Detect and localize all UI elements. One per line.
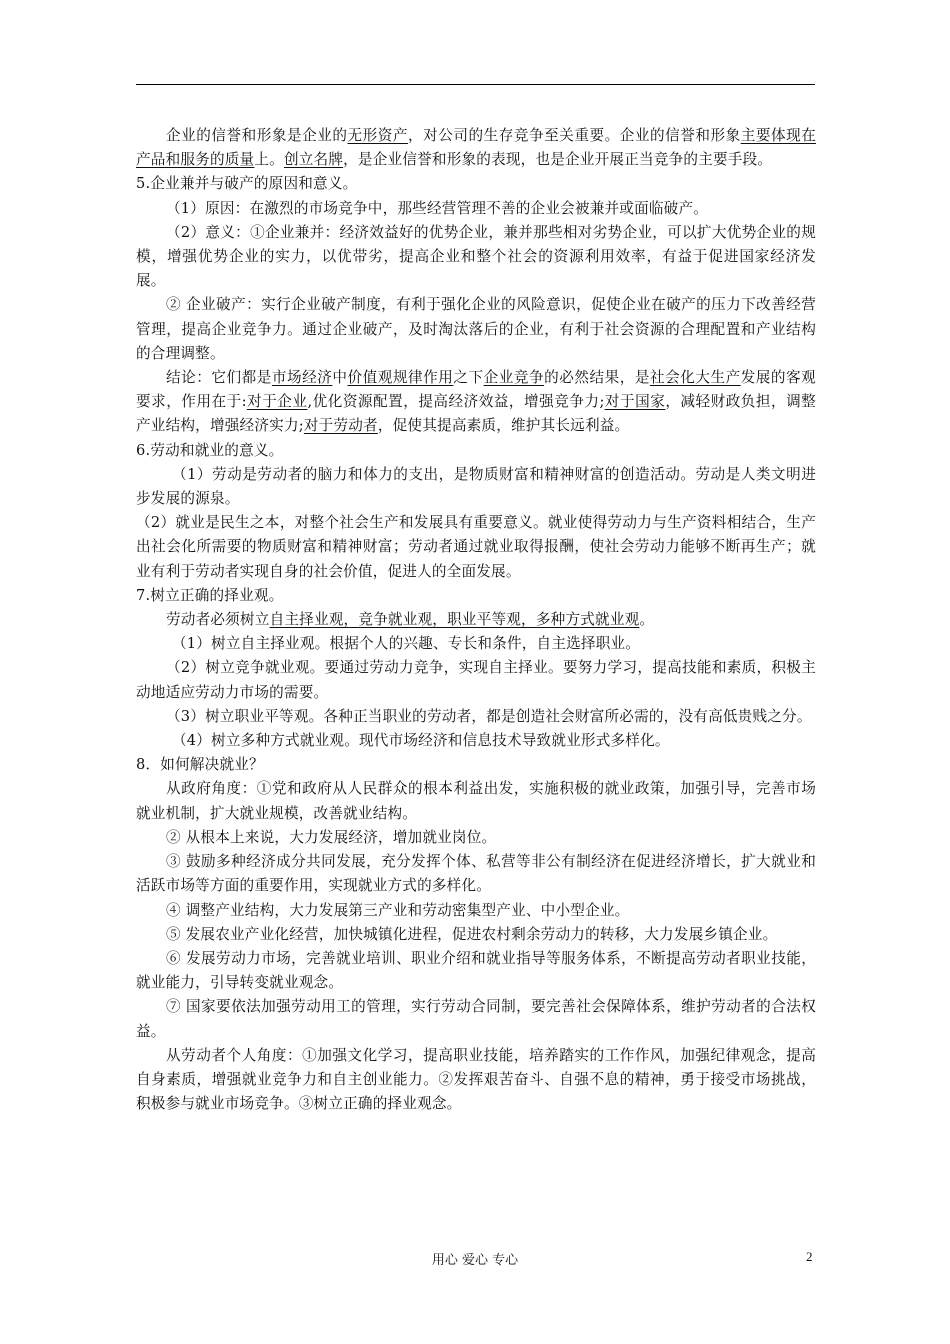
text-run: ，是企业信誉和形象的表现，也是企业开展正当竞争的主要手段。 xyxy=(343,151,773,169)
paragraph-8-4: ④ 调整产业结构，大力发展第三产业和劳动密集型产业、中小型企业。 xyxy=(166,901,630,919)
paragraph-8-6: ⑥ 发展劳动力市场，完善就业培训、职业介绍和就业指导等服务体系，不断提高劳动者职业技能，就业能力，引导转变就业观念。 xyxy=(136,949,816,992)
header-rule xyxy=(136,84,815,85)
paragraph-8-3: ③ 鼓励多种经济成分共同发展，充分发挥个体、私营等非公有制经济在促进经济增长，扩大就业和活跃市场等方面的重要作用，实现就业方式的多样化。 xyxy=(136,853,816,895)
paragraph-7-4: （4）树立多种方式就业观。现代市场经济和信息技术导致就业形式多样化。 xyxy=(172,732,670,750)
paragraph-6-2: （2）就业是民生之本，对整个社会生产和发展具有重要意义。就业使得劳动力与生产资料相结合，生产出社会化所需要的物质财富和精神财富；劳动者通过就业取得报酬，使社会劳动力能够不断再生产；就业有利于劳动者实现自身的社会价值，促进人的全面发展。 xyxy=(136,514,816,580)
underlined-term: 企业竞争 xyxy=(483,369,545,387)
paragraph-8-5: ⑤ 发展农业产业化经营，加快城镇化进程，促进农村剩余劳动力的转移，大力发展乡镇企业。 xyxy=(166,925,778,943)
section-heading-6: 6.劳动和就业的意义。 xyxy=(136,441,284,459)
paragraph-8-8: 从劳动者个人角度：①加强文化学习，提高职业技能，培养踏实的工作作风，加强纪律观念，提高自身素质，增强就业竞争力和自主创业能力。②发挥艰苦奋斗、自强不息的精神，勇于接受市场挑战，积极参与就业市场竞争。③树立正确的择业观念。 xyxy=(136,1046,816,1113)
underlined-term: 价值观规律作用 xyxy=(347,369,454,387)
paragraph-7-3: （3）树立职业平等观。各种正当职业的劳动者，都是创造社会财富所必需的，没有高低贵贱之分。 xyxy=(166,707,812,725)
paragraph-brand-image xyxy=(136,124,816,172)
document-body xyxy=(136,124,816,1116)
section-heading-5: 5.企业兼并与破产的原因和意义。 xyxy=(136,175,358,193)
paragraph-6-1: （1）劳动是劳动者的脑力和体力的支出，是物质财富和精神财富的创造活动。劳动是人类文明进步发展的源泉。 xyxy=(136,465,816,508)
footer-text: 用心 爱心 专心 xyxy=(431,1253,519,1268)
text-run: 。 xyxy=(639,611,655,629)
underlined-term: 对于企业 xyxy=(246,393,308,411)
paragraph-5-1: （1）原因：在激烈的市场竞争中，那些经营管理不善的企业会被兼并或面临破产。 xyxy=(166,199,709,217)
text-run: 的必然结果，是 xyxy=(544,369,650,387)
paragraph-8-2: ② 从根本上来说，大力发展经济，增加就业岗位。 xyxy=(166,828,497,846)
text-run: ，促使其提高素质，维护其长远利益。 xyxy=(377,417,630,435)
paragraph-7-intro xyxy=(136,608,816,632)
underlined-term: 市场经济 xyxy=(271,369,333,387)
underlined-term: 主要体现在产品和服务的质量 xyxy=(136,127,816,169)
section-heading-8: 8．如何解决就业？ xyxy=(136,756,264,774)
underlined-term: 对于国家 xyxy=(604,393,666,411)
page-number: 2 xyxy=(806,1249,813,1264)
paragraph-8-1: 从政府角度：①党和政府从人民群众的根本利益出发，实施积极的就业政策，加强引导，完善市场就业机制，扩大就业规模，改善就业结构。 xyxy=(136,780,816,822)
underlined-term: 对于劳动者 xyxy=(303,417,378,435)
section-heading-7: 7.树立正确的择业观。 xyxy=(136,586,284,604)
underlined-term: 创立名牌 xyxy=(283,151,344,169)
paragraph-8-7: ⑦ 国家要依法加强劳动用工的管理，实行劳动合同制，要完善社会保障体系，维护劳动者的合法权益。 xyxy=(136,998,816,1040)
text-run: 中 xyxy=(332,369,348,387)
underlined-term: 社会化大生产 xyxy=(649,369,741,387)
text-run: 企业的信誉和形象是企业的 xyxy=(166,127,348,144)
text-run: 劳动者必须树立 xyxy=(166,611,270,629)
text-run: 结论：它们都是 xyxy=(166,369,272,387)
paragraph-5-conclusion xyxy=(136,366,816,439)
underlined-term: 自主择业观，竞争就业观，职业平等观，多种方式就业观 xyxy=(269,611,640,629)
paragraph-7-1: （1）树立自主择业观。根据个人的兴趣、专长和条件，自主选择职业。 xyxy=(172,635,641,653)
text-run: 之下 xyxy=(453,369,484,387)
text-run: 发展的客观要求，作用在于: xyxy=(136,369,816,411)
paragraph-5-2: （2）意义：①企业兼并：经济效益好的优势企业，兼并那些相对劣势企业，可以扩大优势企业的规模，增强优势企业的实力，以优带劣，提高企业和整个社会的资源利用效率，有益于促进国家经济发展。 xyxy=(136,223,816,290)
text-run: ,优化资源配置，提高经济效益，增强竞争力; xyxy=(307,393,605,411)
text-run: ，对公司的生存竞争至关重要。企业的信誉和形象 xyxy=(407,127,741,144)
text-run: ，减轻财政负担，调整产业结构，增强经济实力; xyxy=(136,393,816,435)
paragraph-5-3: ② 企业破产：实行企业破产制度，有利于强化企业的风险意识，促使企业在破产的压力下改善经营管理，提高企业竞争力。通过企业破产，及时淘汰落后的企业，有利于社会资源的合理配置和产业结构的合理调整。 xyxy=(136,296,816,362)
text-run: 上。 xyxy=(254,151,284,169)
paragraph-7-2: （2）树立竞争就业观。要通过劳动力竞争，实现自主择业。要努力学习，提高技能和素质，积极主动地适应劳动力市场的需要。 xyxy=(136,659,816,701)
underlined-term: 无形资产 xyxy=(347,127,408,144)
